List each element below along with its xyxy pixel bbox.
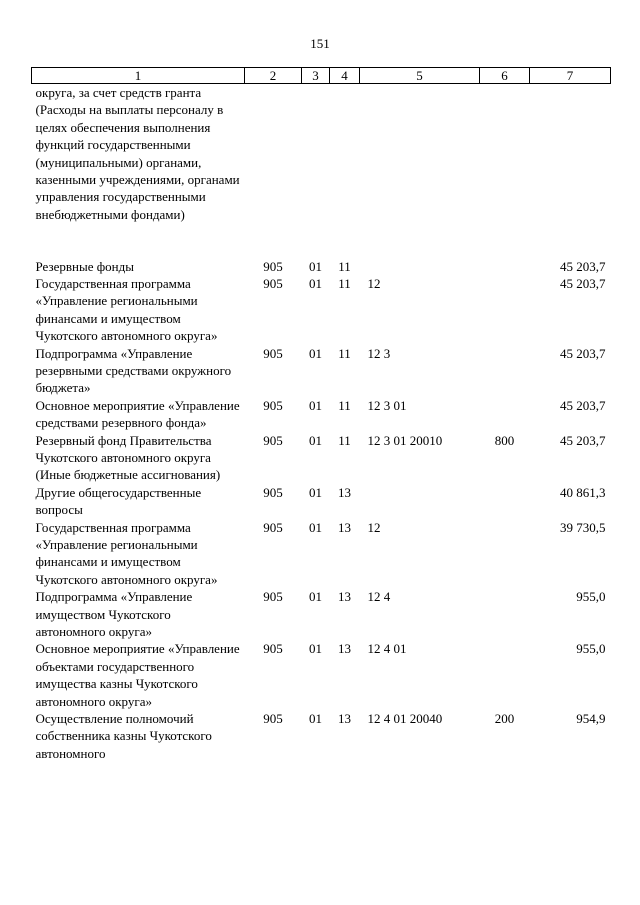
- row-subsection: 11: [338, 432, 351, 448]
- row-subsection: 11: [338, 275, 351, 291]
- row-amount: 45 203,7: [560, 432, 606, 448]
- row-target-article: [360, 84, 480, 258]
- row-name: Основное мероприятие «Управление объектами государственного имущества казны Чукотского автономного округа»: [35, 641, 240, 709]
- row-subsection: 11: [338, 258, 351, 274]
- row-subsection: 13: [338, 589, 351, 605]
- row-expense-type: [480, 275, 530, 345]
- row-name: Осуществление полномочий собственника казны Чукотского автономного: [35, 711, 212, 761]
- table-row: [32, 258, 611, 275]
- row-amount: 955,0: [576, 641, 606, 657]
- table-row: [32, 484, 611, 519]
- row-expense-type: 200: [494, 711, 515, 727]
- row-expense-type: [480, 519, 530, 589]
- row-target-article: 12 4: [367, 589, 391, 605]
- row-subsection: 13: [338, 711, 351, 727]
- table-row: [32, 397, 611, 432]
- table-row: [32, 84, 611, 258]
- row-section: 01: [309, 258, 322, 274]
- row-section: 01: [309, 275, 322, 291]
- row-amount: 39 730,5: [560, 519, 606, 535]
- column-header-7: 7: [530, 68, 611, 84]
- row-expense-type: [480, 84, 530, 258]
- table-row: [32, 710, 611, 762]
- table-row: [32, 640, 611, 710]
- row-expense-type: [480, 258, 530, 275]
- row-ministry-code: 905: [263, 258, 283, 274]
- row-ministry-code: 905: [263, 711, 283, 727]
- row-amount: 955,0: [576, 589, 606, 605]
- row-section: 01: [309, 345, 322, 361]
- row-ministry-code: [245, 84, 302, 258]
- row-target-article: 12: [367, 275, 381, 291]
- row-amount: 45 203,7: [560, 275, 606, 291]
- row-expense-type: 800: [494, 432, 515, 448]
- row-section: 01: [309, 432, 322, 448]
- row-name: Основное мероприятие «Управление средствами резервного фонда»: [35, 397, 240, 431]
- row-amount: 40 861,3: [560, 484, 606, 500]
- row-section: 01: [309, 519, 322, 535]
- column-header-2: 2: [245, 68, 302, 84]
- row-target-article: 12 3: [367, 345, 391, 361]
- row-name: Подпрограмма «Управление имуществом Чукотского автономного округа»: [35, 589, 193, 640]
- row-ministry-code: 905: [263, 397, 283, 413]
- row-target-article: [360, 484, 480, 519]
- row-section: 01: [309, 484, 322, 500]
- table-row: [32, 345, 611, 397]
- row-section: 01: [309, 397, 322, 413]
- row-subsection: 13: [338, 484, 351, 500]
- row-section: 01: [309, 711, 322, 727]
- row-expense-type: [480, 345, 530, 397]
- row-expense-type: [480, 640, 530, 710]
- row-section: [302, 84, 330, 258]
- column-header-4: 4: [330, 68, 360, 84]
- row-ministry-code: 905: [263, 432, 283, 448]
- table-row: [32, 519, 611, 589]
- page-number: 151: [310, 36, 330, 51]
- row-target-article: 12 3 01 20010: [367, 432, 443, 448]
- row-name: округа, за счет средств гранта (Расходы на выплаты персоналу в целях обеспечения выполнения функций государственными (муниципальными) органами, казенными учреждениями, органами управления государственными внебюджетными фондами): [35, 85, 240, 222]
- row-ministry-code: 905: [263, 275, 283, 291]
- row-subsection: 13: [338, 641, 351, 657]
- row-ministry-code: 905: [263, 641, 283, 657]
- row-ministry-code: 905: [263, 519, 283, 535]
- row-subsection: [330, 84, 360, 258]
- table-row: [32, 432, 611, 484]
- row-name: Государственная программа «Управление региональными финансами и имуществом Чукотского автономного округа»: [35, 519, 218, 587]
- table-row: [32, 275, 611, 345]
- row-name: Подпрограмма «Управление резервными средствами окружного бюджета»: [35, 345, 232, 396]
- row-expense-type: [480, 484, 530, 519]
- row-ministry-code: 905: [263, 345, 283, 361]
- row-name: Государственная программа «Управление региональными финансами и имуществом Чукотского автономного округа»: [35, 275, 218, 344]
- column-header-1: 1: [32, 68, 245, 84]
- row-name: Резервный фонд Правительства Чукотского автономного округа (Иные бюджетные ассигнования): [35, 432, 221, 483]
- row-subsection: 11: [338, 345, 351, 361]
- row-expense-type: [480, 588, 530, 640]
- row-target-article: [360, 258, 480, 275]
- column-header-5: 5: [360, 68, 480, 84]
- column-header-6: 6: [480, 68, 530, 84]
- row-target-article: 12: [367, 519, 381, 535]
- row-target-article: 12 4 01: [367, 641, 407, 657]
- row-section: 01: [309, 589, 322, 605]
- row-amount: 45 203,7: [560, 258, 606, 274]
- row-subsection: 13: [338, 519, 351, 535]
- table-row: [32, 588, 611, 640]
- row-ministry-code: 905: [263, 589, 283, 605]
- row-section: 01: [309, 641, 322, 657]
- row-ministry-code: 905: [263, 484, 283, 500]
- row-amount: 954,9: [576, 711, 606, 727]
- budget-table: [31, 67, 611, 762]
- row-amount: 45 203,7: [560, 397, 606, 413]
- row-amount: [530, 84, 611, 258]
- row-target-article: 12 3 01: [367, 397, 407, 413]
- column-header-3: 3: [302, 68, 330, 84]
- row-name: Другие общегосударственные вопросы: [35, 484, 202, 518]
- row-target-article: 12 4 01 20040: [367, 711, 443, 727]
- table-header: [32, 68, 611, 84]
- row-subsection: 11: [338, 397, 351, 413]
- row-amount: 45 203,7: [560, 345, 606, 361]
- row-expense-type: [480, 397, 530, 432]
- row-name: Резервные фонды: [35, 258, 134, 274]
